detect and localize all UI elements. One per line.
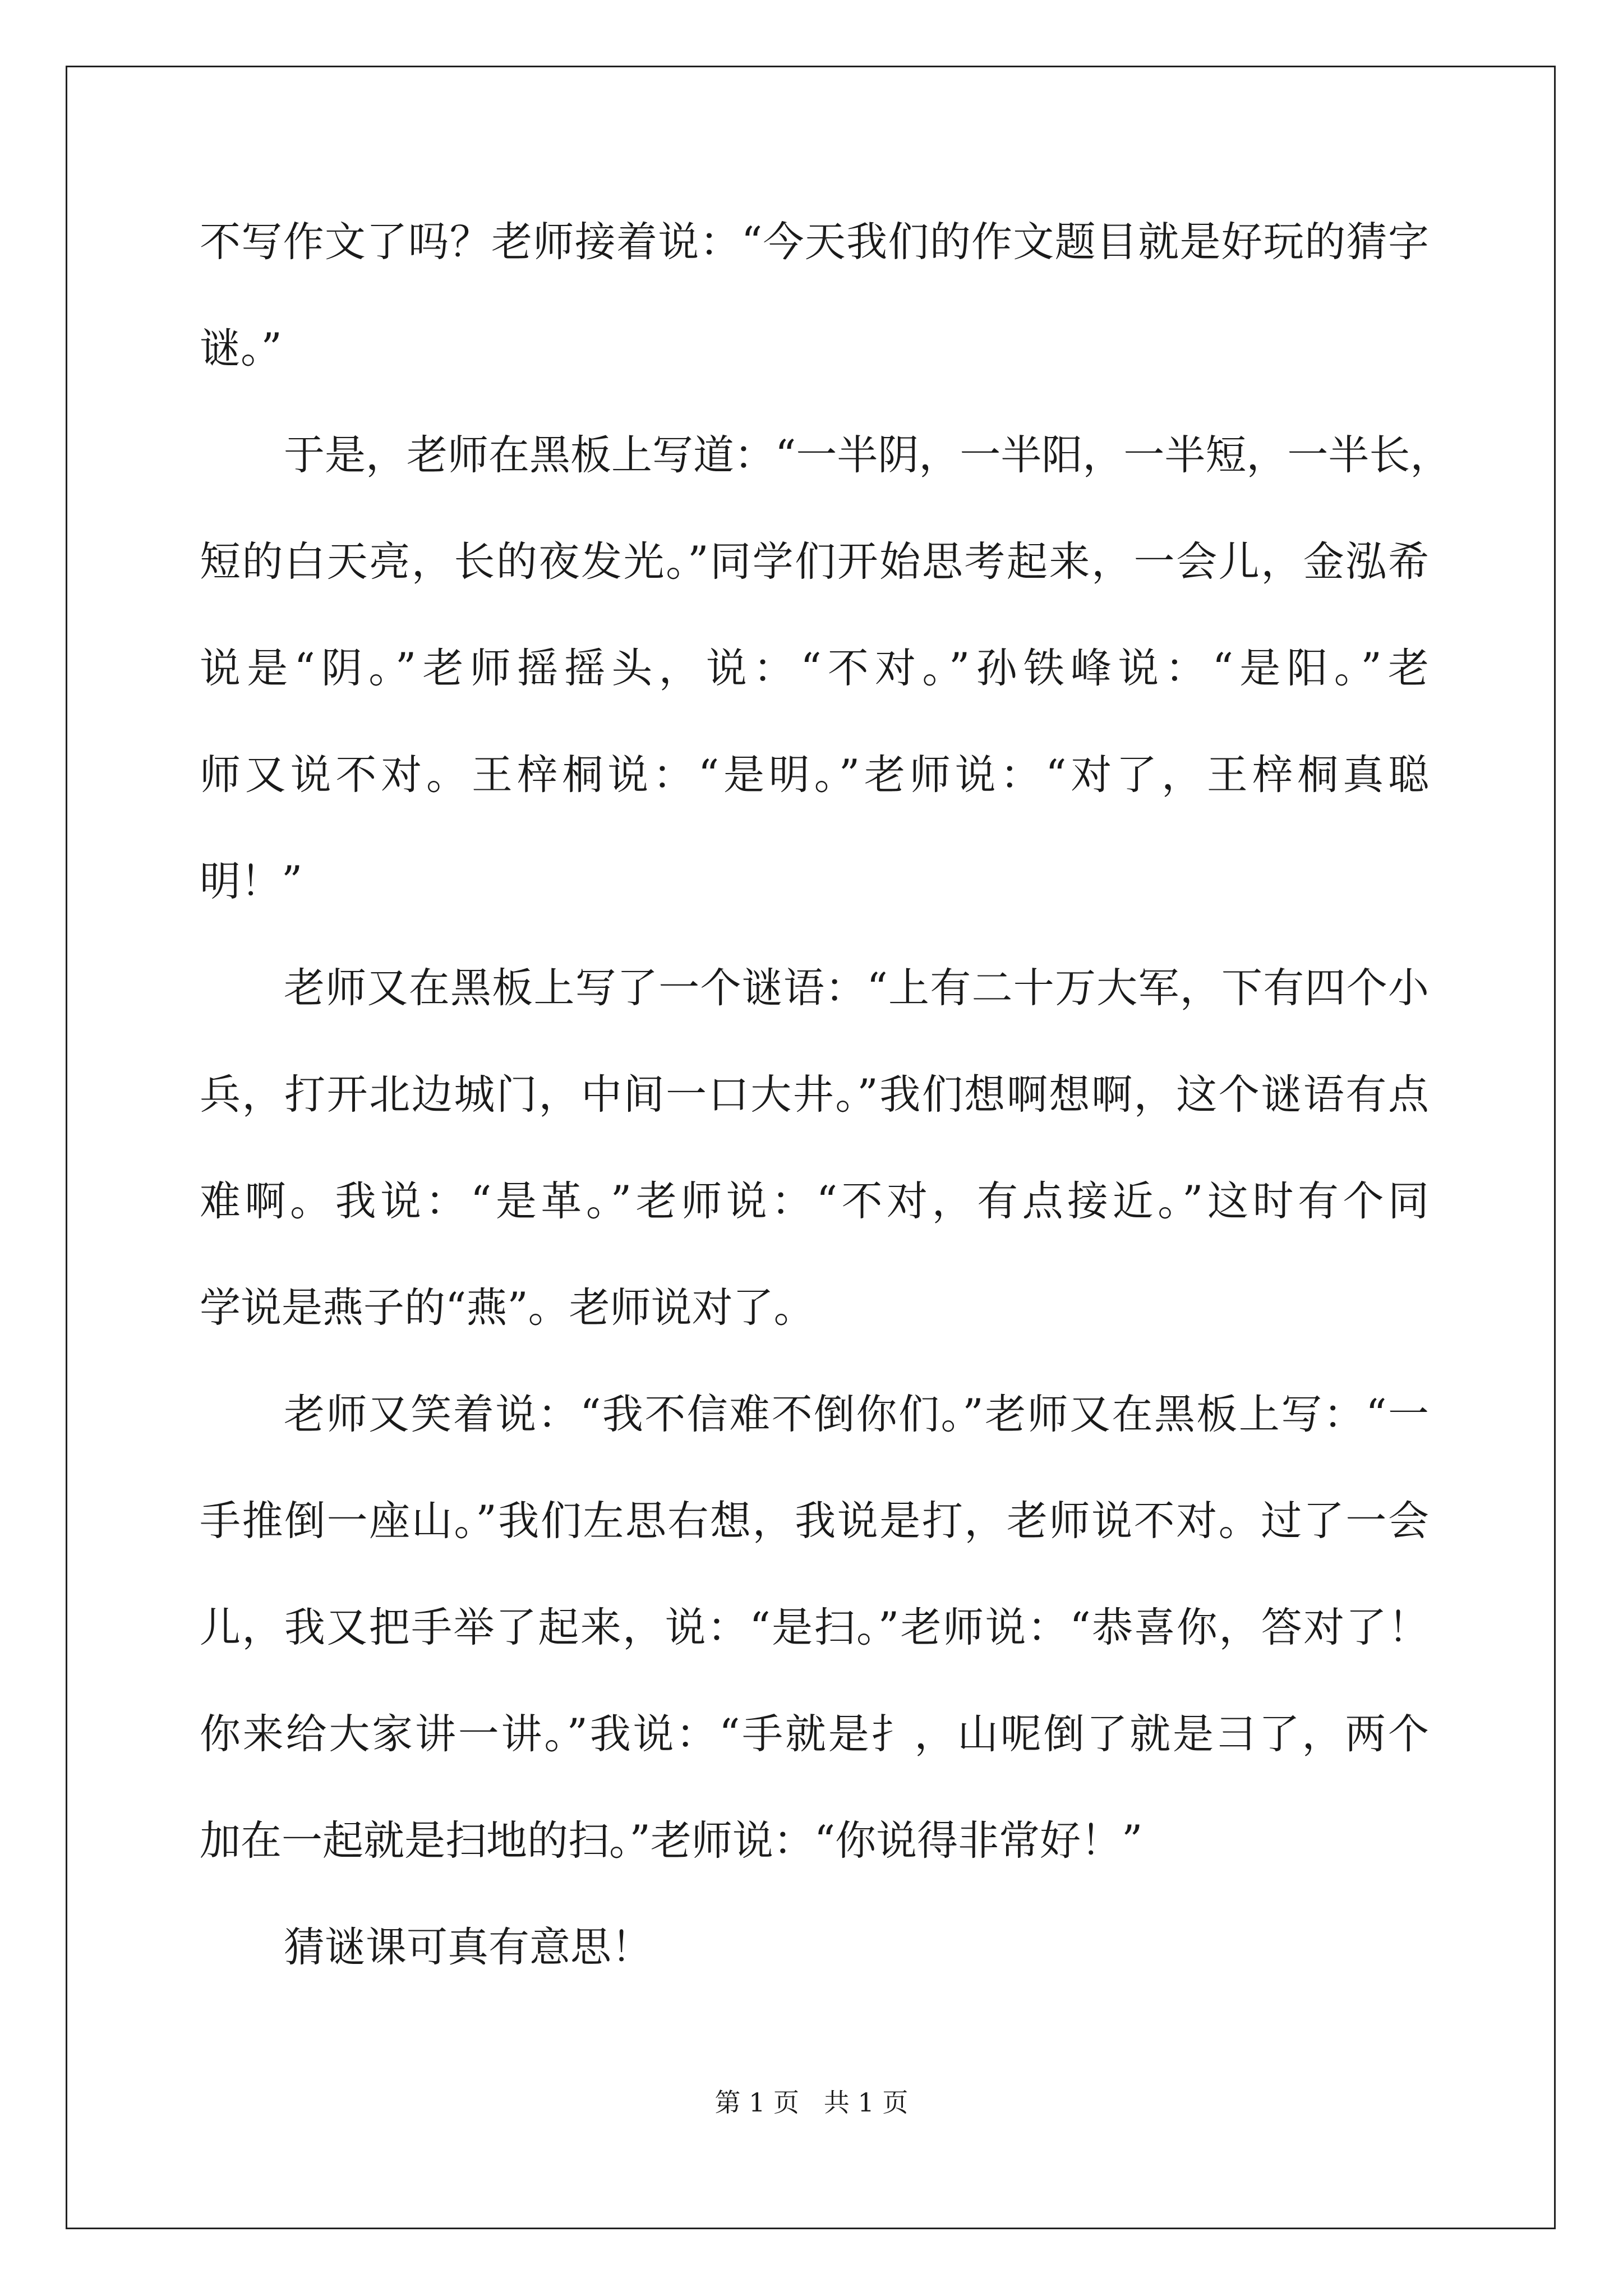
document-body [200,211,1451,2023]
text-line: 明！” [200,858,303,905]
text-line: 说是“阴。”老师摇摇头，说：“不对。”孙铁峰说：“是阳。”老 [200,645,1429,692]
text-line: 加在一起就是扫地的扫。”老师说：“你说得非常好！” [200,1817,1143,1865]
text-line: 师又说不对。王梓桐说：“是明。”老师说：“对了，王梓桐真聪 [200,751,1429,799]
text-line: 于是，老师在黑板上写道：“一半阴，一半阳，一半短，一半长， [284,431,1451,479]
text-line: 谜。” [200,325,282,372]
text-line: 难啊。我说：“是革。”老师说：“不对，有点接近。”这时有个同 [200,1177,1429,1225]
text-line: 学说是燕子的“燕”。老师说对了。 [200,1284,815,1332]
text-line: 不写作文了吗？老师接着说：“今天我们的作文题目就是好玩的猜字 [200,218,1429,266]
text-line: 老师又在黑板上写了一个谜语：“上有二十万大军，下有四个小 [284,964,1429,1012]
page-number: 第 1 页 共 1 页 [714,2087,909,2118]
text-line: 短的白天亮，长的夜发光。”同学们开始思考起来，一会儿，金泓希 [200,538,1429,586]
text-line: 你来给大家讲一讲。”我说：“手就是扌，山呢倒了就是彐了，两个 [200,1710,1429,1758]
text-line: 兵，打开北边城门，中间一口大井。”我们想啊想啊，这个谜语有点 [200,1071,1429,1119]
text-line: 猜谜课可真有意思！ [284,1924,652,1971]
text-line: 老师又笑着说：“我不信难不倒你们。”老师又在黑板上写：“一 [284,1391,1429,1438]
text-line: 手推倒一座山。”我们左思右想，我说是打，老师说不对。过了一会 [200,1497,1429,1545]
text-line: 儿，我又把手举了起来，说：“是扫。”老师说：“恭喜你，答对了！ [200,1604,1429,1651]
